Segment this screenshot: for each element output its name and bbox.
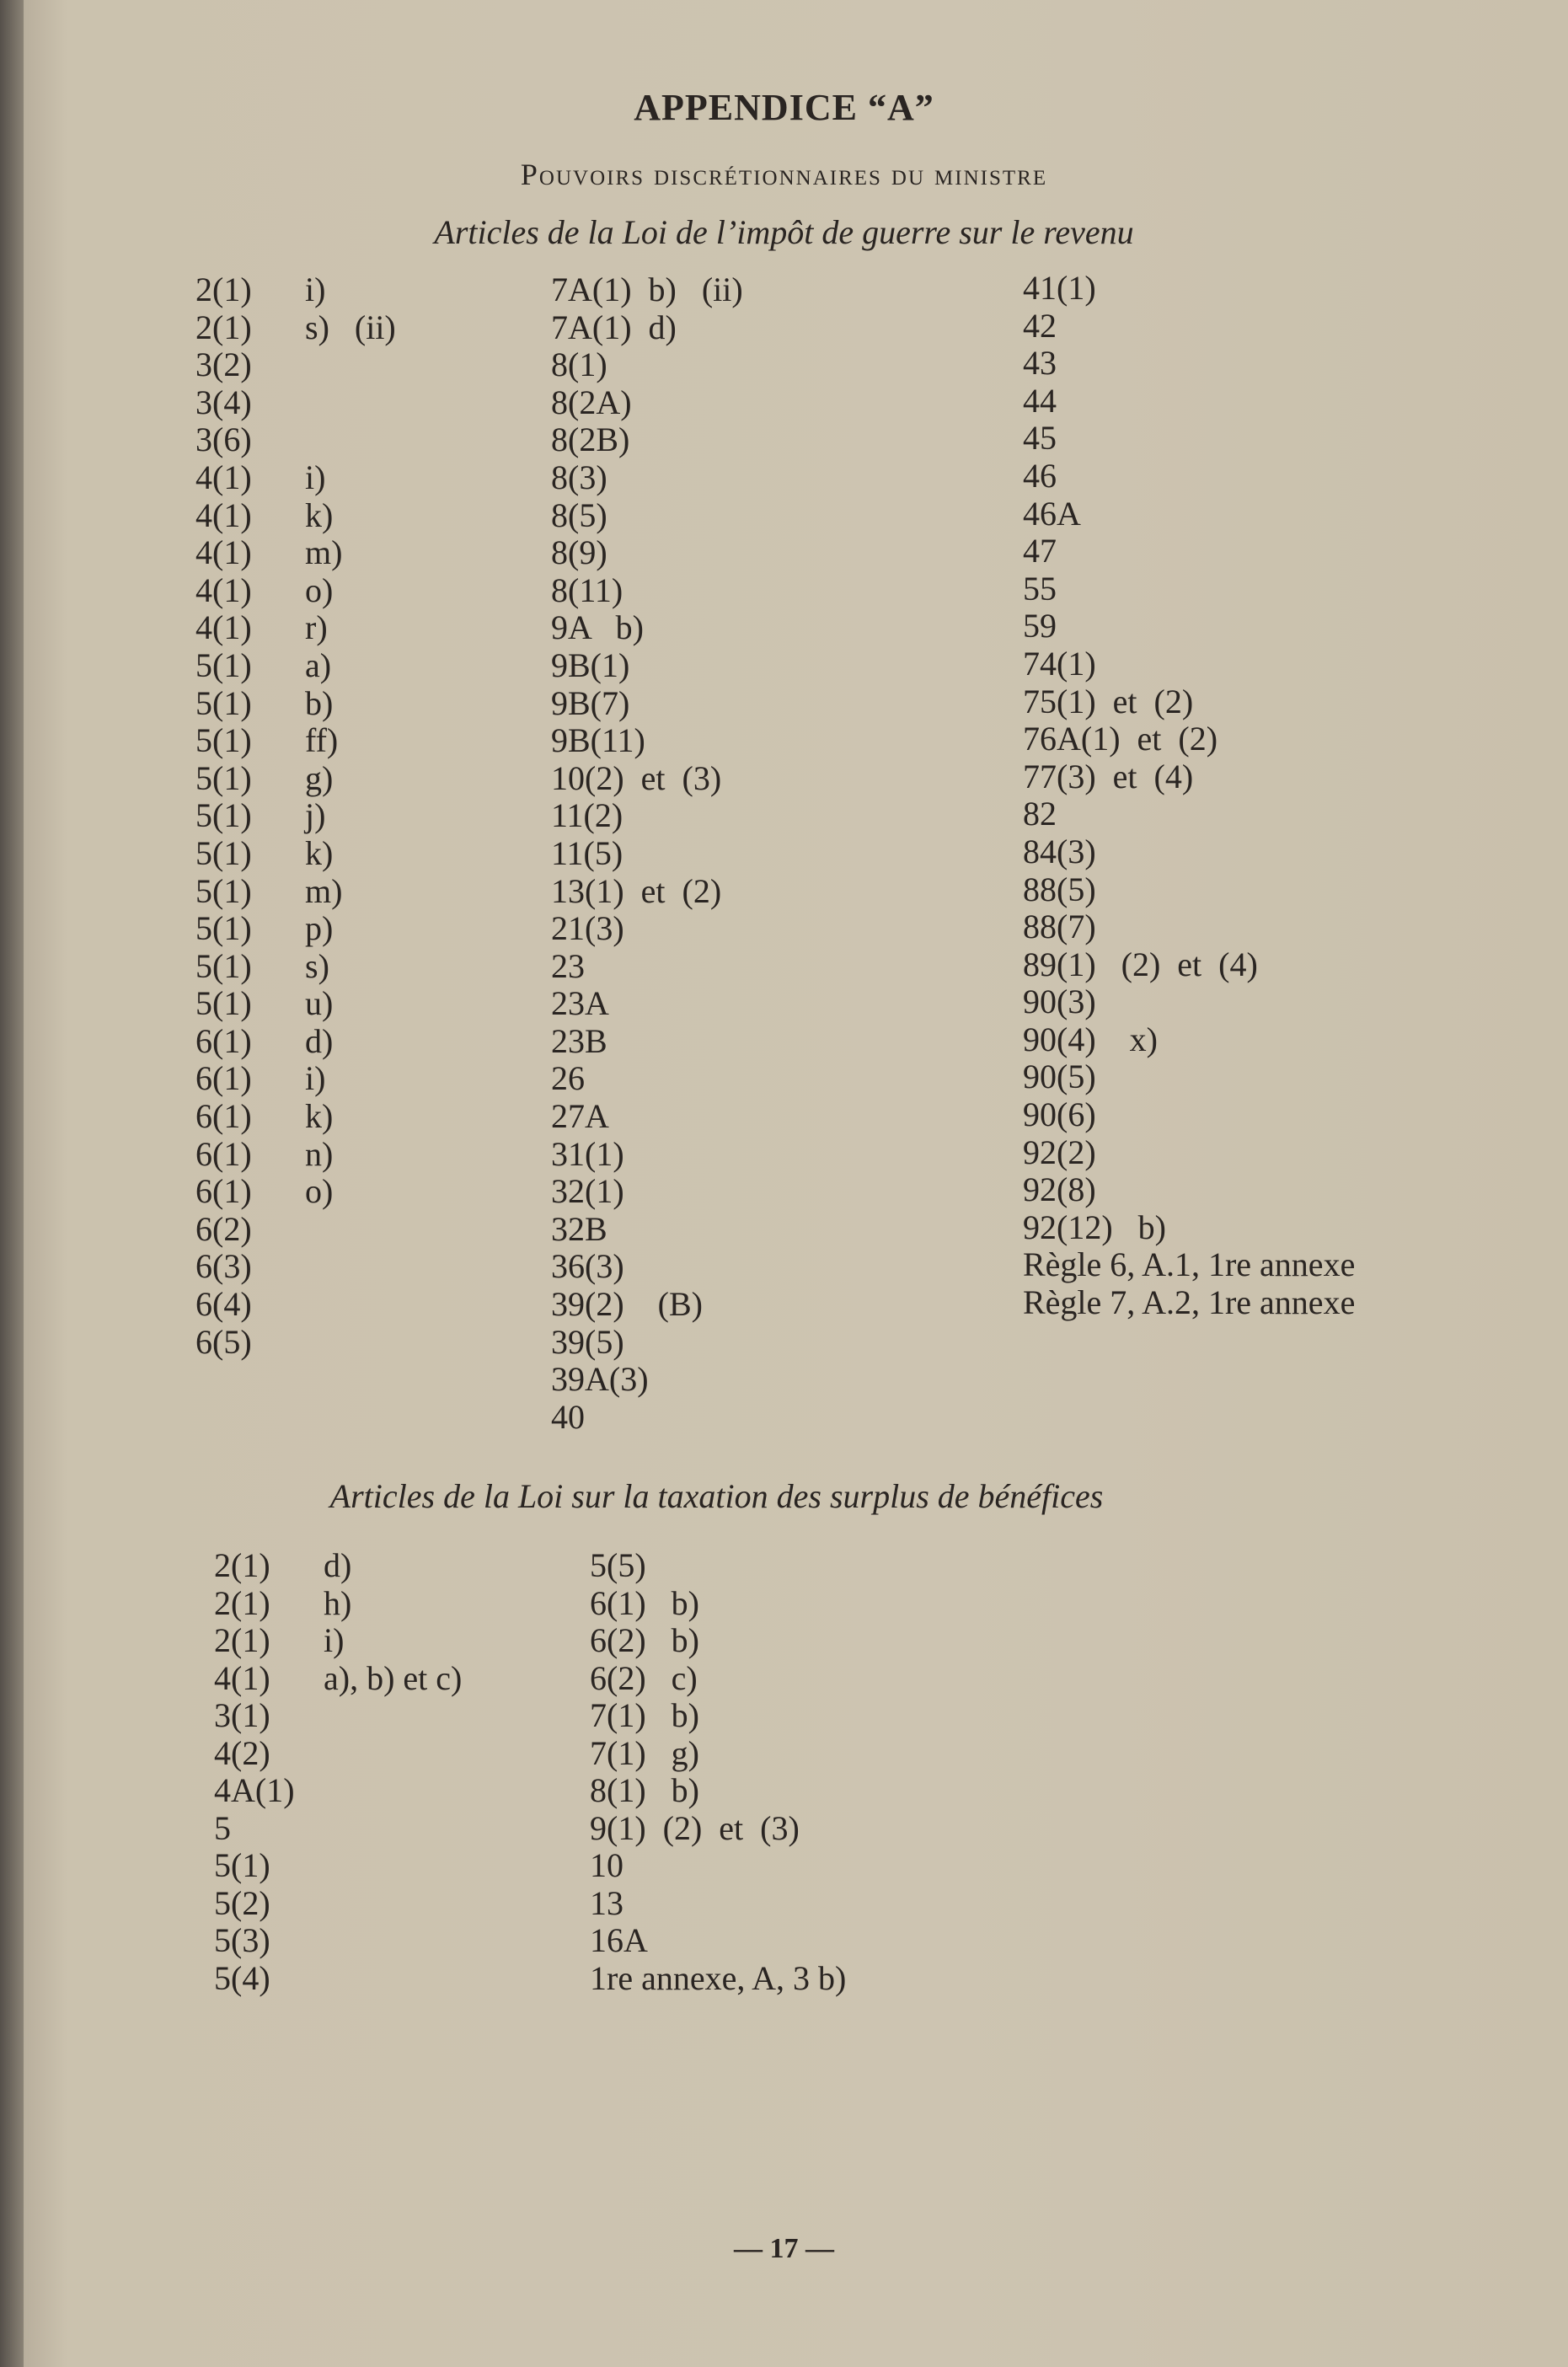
article-number: 4(2) <box>214 1733 270 1772</box>
article-entry <box>195 570 334 610</box>
article-entry: 39(5) <box>551 1322 624 1361</box>
article-paragraph: d) <box>324 1546 352 1584</box>
article-entry: 27A <box>551 1097 609 1136</box>
article-number: 3(1) <box>214 1696 270 1734</box>
article-entry <box>214 1621 345 1660</box>
article-entry <box>195 608 328 647</box>
article-paragraph: r) <box>305 608 328 647</box>
article-entry: 6(2) b) <box>590 1621 699 1659</box>
article-entry <box>195 346 252 384</box>
article-entry: 9B(11) <box>551 721 645 760</box>
article-entry <box>195 1172 334 1211</box>
article-entry: 75(1) et (2) <box>1023 682 1194 720</box>
article-number: 6(5) <box>195 1322 252 1361</box>
article-paragraph: i) <box>305 270 326 308</box>
article-entry: 90(6) <box>1023 1095 1096 1134</box>
article-entry: 90(5) <box>1023 1058 1096 1096</box>
article-entry <box>195 1134 334 1174</box>
article-entry: 9(1) (2) et (3) <box>590 1808 800 1847</box>
article-entry <box>195 1286 252 1324</box>
article-entry <box>195 833 334 873</box>
article-entry <box>195 796 326 835</box>
article-number: 5(1) <box>195 796 252 835</box>
article-entry <box>214 1960 295 1998</box>
article-entry: 90(3) <box>1023 983 1096 1021</box>
article-number: 4(1) <box>195 533 252 572</box>
article-number: 5(4) <box>214 1958 270 1997</box>
article-entry <box>195 421 252 459</box>
article-entry: 84(3) <box>1023 832 1096 870</box>
article-paragraph: k) <box>305 1097 334 1136</box>
article-entry <box>195 946 329 986</box>
article-entry: 32B <box>551 1209 607 1248</box>
article-entry: 88(7) <box>1023 908 1096 946</box>
article-paragraph: o) <box>305 1172 334 1211</box>
article-paragraph: m) <box>305 871 343 910</box>
article-entry <box>214 1546 352 1585</box>
article-entry: 39(2) (B) <box>551 1285 703 1324</box>
page-number: — 17 — <box>734 2233 834 2264</box>
article-number: 4(1) <box>195 570 252 609</box>
article-entry: 92(12) b) <box>1023 1208 1166 1246</box>
article-entry: 7(1) g) <box>590 1733 699 1772</box>
article-entry <box>195 495 334 535</box>
article-entry: Règle 7, A.2, 1re annexe <box>1023 1283 1356 1322</box>
section1-column-1 <box>195 270 396 1361</box>
article-number: 5(1) <box>195 833 252 872</box>
article-entry <box>214 1697 295 1735</box>
article-entry <box>195 683 334 723</box>
article-entry <box>195 909 334 948</box>
article-entry <box>214 1658 463 1698</box>
article-number: 2(1) <box>195 308 252 346</box>
article-entry: 11(2) <box>551 796 623 835</box>
article-paragraph: n) <box>305 1134 334 1173</box>
article-number: 5(1) <box>195 645 252 684</box>
article-entry: 9B(7) <box>551 683 630 722</box>
article-paragraph: i) <box>324 1621 345 1659</box>
article-entry: 10 <box>590 1846 623 1884</box>
article-number: 2(1) <box>195 270 252 308</box>
article-paragraph: k) <box>305 833 334 872</box>
article-entry: 36(3) <box>551 1247 624 1286</box>
article-entry: 8(2A) <box>551 383 632 421</box>
article-number: 6(1) <box>195 1021 252 1060</box>
article-entry: Règle 6, A.1, 1re annexe <box>1023 1245 1356 1284</box>
article-entry: 41(1) <box>1023 269 1096 307</box>
article-paragraph: d) <box>305 1021 334 1060</box>
article-entry <box>195 1324 252 1362</box>
article-entry <box>195 384 252 422</box>
article-number: 6(4) <box>195 1285 252 1324</box>
book-spine-shadow <box>0 0 24 2367</box>
article-entry: 8(11) <box>551 570 623 609</box>
article-entry <box>214 1772 295 1810</box>
article-number: 5(1) <box>195 758 252 797</box>
article-entry <box>195 758 334 798</box>
article-entry <box>195 533 343 572</box>
article-entry: 44 <box>1023 381 1057 420</box>
article-entry: 55 <box>1023 569 1057 608</box>
article-number: 5 <box>214 1808 231 1847</box>
article-entry <box>195 721 339 760</box>
article-number: 6(2) <box>195 1209 252 1248</box>
article-entry: 8(1) b) <box>590 1771 699 1809</box>
article-entry <box>214 1583 352 1623</box>
article-paragraph: i) <box>305 1059 326 1098</box>
appendix-title: APPENDICE “A” <box>634 87 934 128</box>
article-entry <box>214 1885 295 1923</box>
article-entry: 6(1) b) <box>590 1583 699 1622</box>
article-entry: 31(1) <box>551 1134 624 1173</box>
article-number: 3(6) <box>195 420 252 459</box>
article-entry <box>195 1021 334 1061</box>
section2-column-1 <box>214 1546 463 1997</box>
article-number: 2(1) <box>214 1621 270 1659</box>
section2-heading: Articles de la Loi sur la taxation des surplus de bénéfices <box>329 1477 1104 1515</box>
article-entry: 10(2) et (3) <box>551 758 722 797</box>
article-number: 6(1) <box>195 1059 252 1098</box>
article-entry: 13(1) et (2) <box>551 871 722 910</box>
article-entry: 9A b) <box>551 608 644 647</box>
article-entry: 1re annexe, A, 3 b) <box>590 1958 847 1997</box>
article-entry: 76A(1) et (2) <box>1023 720 1218 758</box>
article-number: 4(1) <box>214 1658 270 1697</box>
article-number: 5(3) <box>214 1921 270 1959</box>
section2-column-2 <box>590 1547 846 1997</box>
article-number: 5(1) <box>195 909 252 948</box>
article-number: 5(2) <box>214 1883 270 1922</box>
article-entry: 45 <box>1023 419 1057 458</box>
article-number: 4(1) <box>195 495 252 534</box>
article-paragraph: j) <box>305 796 326 835</box>
article-number: 5(1) <box>195 683 252 722</box>
article-entry <box>195 1248 252 1286</box>
article-entry: 5(5) <box>590 1546 646 1584</box>
article-paragraph: g) <box>305 758 334 797</box>
article-number: 6(1) <box>195 1134 252 1173</box>
article-entry: 21(3) <box>551 909 624 948</box>
article-number: 5(1) <box>214 1846 270 1884</box>
article-paragraph: u) <box>305 984 334 1023</box>
article-entry: 82 <box>1023 795 1057 833</box>
article-entry <box>195 871 343 911</box>
article-entry: 26 <box>551 1059 585 1098</box>
article-entry: 90(4) x) <box>1023 1020 1158 1058</box>
article-entry <box>214 1735 295 1773</box>
article-entry: 7(1) b) <box>590 1696 699 1734</box>
article-entry: 16A <box>590 1921 648 1959</box>
article-entry: 43 <box>1023 344 1057 383</box>
article-paragraph: a) <box>305 645 332 684</box>
article-entry: 32(1) <box>551 1172 624 1211</box>
article-paragraph: ff) <box>305 721 339 760</box>
article-number: 3(2) <box>195 345 252 384</box>
article-number: 6(1) <box>195 1172 252 1211</box>
article-entry <box>214 1810 295 1848</box>
article-entry: 8(5) <box>551 495 607 534</box>
article-number: 2(1) <box>214 1546 270 1584</box>
article-number: 5(1) <box>195 946 252 985</box>
article-paragraph: m) <box>305 533 343 572</box>
article-entry: 6(2) c) <box>590 1658 698 1697</box>
article-paragraph: s) <box>305 946 329 985</box>
appendix-subtitle: Pouvoirs discrétionnaires du ministre <box>520 158 1048 191</box>
section1-column-3 <box>1023 270 1355 1322</box>
article-entry: 11(5) <box>551 833 623 872</box>
article-entry <box>195 984 334 1023</box>
article-entry: 8(1) <box>551 345 607 384</box>
article-entry: 46A <box>1023 494 1081 533</box>
article-paragraph: k) <box>305 495 334 534</box>
article-paragraph: b) <box>305 683 334 722</box>
section1-heading: Articles de la Loi de l’impôt de guerre sur le revenu <box>434 213 1134 251</box>
article-entry <box>195 1211 252 1249</box>
article-entry: 8(3) <box>551 458 607 496</box>
article-paragraph: s) (ii) <box>305 308 396 346</box>
article-entry: 74(1) <box>1023 644 1096 683</box>
article-entry: 40 <box>551 1397 585 1436</box>
article-entry <box>195 458 326 497</box>
article-paragraph: p) <box>305 909 334 948</box>
article-entry: 7A(1) d) <box>551 308 677 346</box>
article-entry <box>214 1847 295 1885</box>
article-number: 3(4) <box>195 383 252 421</box>
article-number: 6(1) <box>195 1097 252 1136</box>
article-paragraph: a), b) et c) <box>324 1658 463 1697</box>
section1-column-2 <box>551 271 743 1436</box>
article-number: 5(1) <box>195 984 252 1023</box>
article-entry: 9B(1) <box>551 645 630 684</box>
article-entry: 42 <box>1023 306 1057 345</box>
article-entry <box>214 1922 295 1960</box>
article-entry <box>195 1059 326 1098</box>
article-paragraph: o) <box>305 570 334 609</box>
article-entry: 92(2) <box>1023 1133 1096 1171</box>
article-entry: 8(2B) <box>551 420 630 459</box>
article-entry: 59 <box>1023 607 1057 645</box>
article-entry: 7A(1) b) (ii) <box>551 270 743 308</box>
article-entry <box>195 645 332 685</box>
article-entry: 39A(3) <box>551 1360 649 1399</box>
article-paragraph: i) <box>305 458 326 496</box>
article-entry: 23A <box>551 984 609 1023</box>
article-entry <box>195 1097 334 1136</box>
article-number: 5(1) <box>195 871 252 910</box>
article-number: 2(1) <box>214 1583 270 1622</box>
article-entry: 46 <box>1023 456 1057 495</box>
article-entry: 89(1) (2) et (4) <box>1023 945 1258 983</box>
article-number: 4A(1) <box>214 1771 295 1809</box>
article-entry: 77(3) et (4) <box>1023 757 1194 795</box>
article-number: 6(3) <box>195 1247 252 1286</box>
article-entry: 23 <box>551 946 585 985</box>
article-entry <box>195 270 326 309</box>
article-entry: 92(8) <box>1023 1170 1096 1209</box>
article-entry: 23B <box>551 1021 607 1060</box>
article-entry: 13 <box>590 1883 623 1922</box>
article-number: 4(1) <box>195 608 252 647</box>
article-entry <box>195 308 396 347</box>
article-number: 4(1) <box>195 458 252 496</box>
article-paragraph: h) <box>324 1583 352 1622</box>
article-number: 5(1) <box>195 721 252 760</box>
article-entry: 88(5) <box>1023 870 1096 908</box>
article-entry: 47 <box>1023 532 1057 570</box>
article-entry: 8(9) <box>551 533 607 572</box>
